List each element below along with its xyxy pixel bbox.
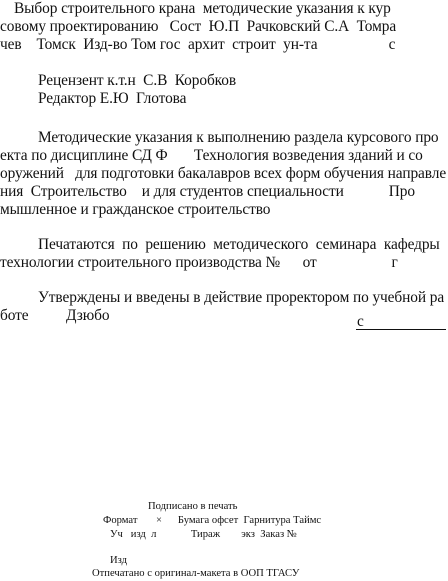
publication-line-1: Печатаются по решению методического семинара кафедры	[38, 236, 440, 253]
imprint-signed: Подписано в печать	[148, 501, 238, 512]
description-line-1: Методические указания к выполнению раздела курсового про	[38, 129, 439, 146]
citation-line-3: чев Томск Изд-во Том гос архит строит ун-та с	[0, 36, 396, 53]
signature-marker: с	[357, 313, 364, 330]
citation-line-2: совому проектированию Сост Ю.П Рачковский С.А Томра	[0, 18, 397, 35]
imprint-format: Формат × Бумага офсет Гарнитура Таймс	[103, 515, 322, 526]
reviewer-line: Рецензент к.т.н С.В Коробков	[38, 72, 237, 89]
imprint-publisher: Изд	[110, 555, 128, 566]
imprint-printed: Отпечатано с оригинал-макета в ООП ТГАСУ	[92, 568, 300, 579]
approval-line-2: боте Дзюбо	[0, 307, 110, 324]
editor-line: Редактор Е.Ю Глотова	[38, 90, 187, 107]
signature-underline	[356, 329, 446, 330]
approval-line-1: Утверждены и введены в действие проректором по учебной ра	[38, 289, 445, 306]
publication-line-2: технологии строительного производства № от г	[0, 254, 398, 271]
description-line-2: екта по дисциплине СД Ф Технология возведения зданий и со	[0, 147, 423, 164]
description-line-3: оружений для подготовки бакалавров всех форм обучения направле	[0, 165, 447, 182]
citation-line-1: Выбор строительного крана методические указания к кур	[14, 0, 391, 17]
imprint-sheets: Уч изд л Тираж экз Заказ №	[110, 529, 297, 540]
description-line-4: ния Строительство и для студентов специальности Про	[0, 183, 415, 200]
description-line-5: мышленное и гражданское строительство	[0, 201, 271, 218]
